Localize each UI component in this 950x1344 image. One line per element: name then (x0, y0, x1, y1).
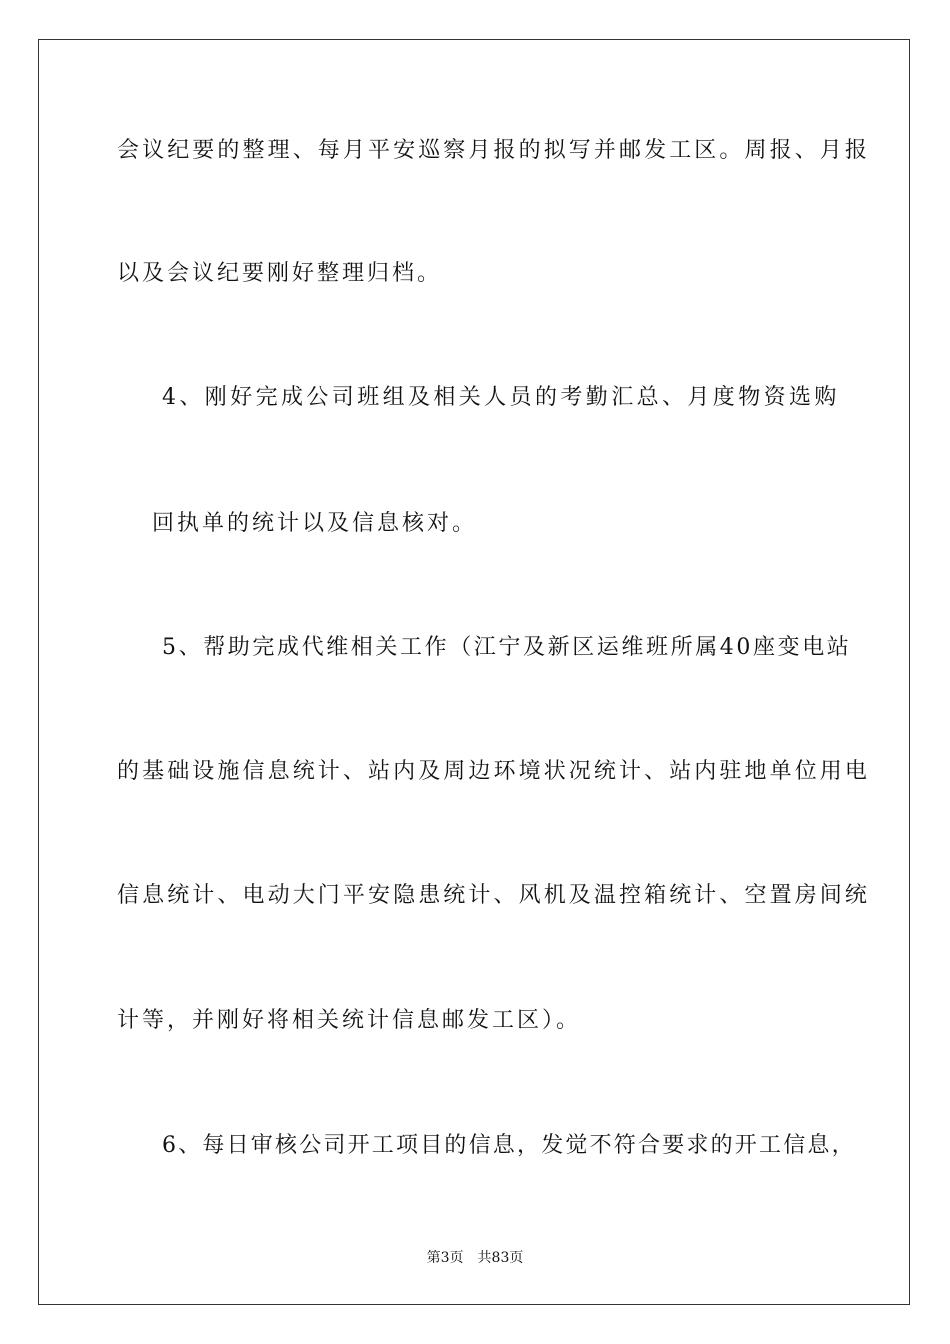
page-footer (0, 1247, 950, 1267)
body-line-6: 的基础设施信息统计、站内及周边环境状况统计、站内驻地单位用电 (117, 759, 871, 784)
body-line-7: 信息统计、电动大门平安隐患统计、风机及温控箱统计、空置房间统 (117, 883, 871, 908)
body-line-3: 4、刚好完成公司班组及相关人员的考勤汇总、月度物资选购 (162, 385, 840, 410)
body-line-5: 5、帮助完成代维相关工作（江宁及新区运维班所属40座变电站 (162, 635, 852, 660)
body-line-1: 会议纪要的整理、每月平安巡察月报的拟写并邮发工区。周报、月报 (117, 138, 871, 163)
body-line-8: 计等，并刚好将相关统计信息邮发工区）。 (117, 1008, 582, 1033)
page-border (38, 39, 910, 1305)
body-line-4: 回执单的统计以及信息核对。 (152, 511, 478, 536)
page-total: 共83页 (477, 1250, 524, 1266)
body-line-2: 以及会议纪要刚好整理归档。 (117, 261, 443, 286)
body-line-9: 6、每日审核公司开工项目的信息，发觉不符合要求的开工信息， (162, 1133, 856, 1158)
page-number: 第3页 (426, 1250, 464, 1266)
